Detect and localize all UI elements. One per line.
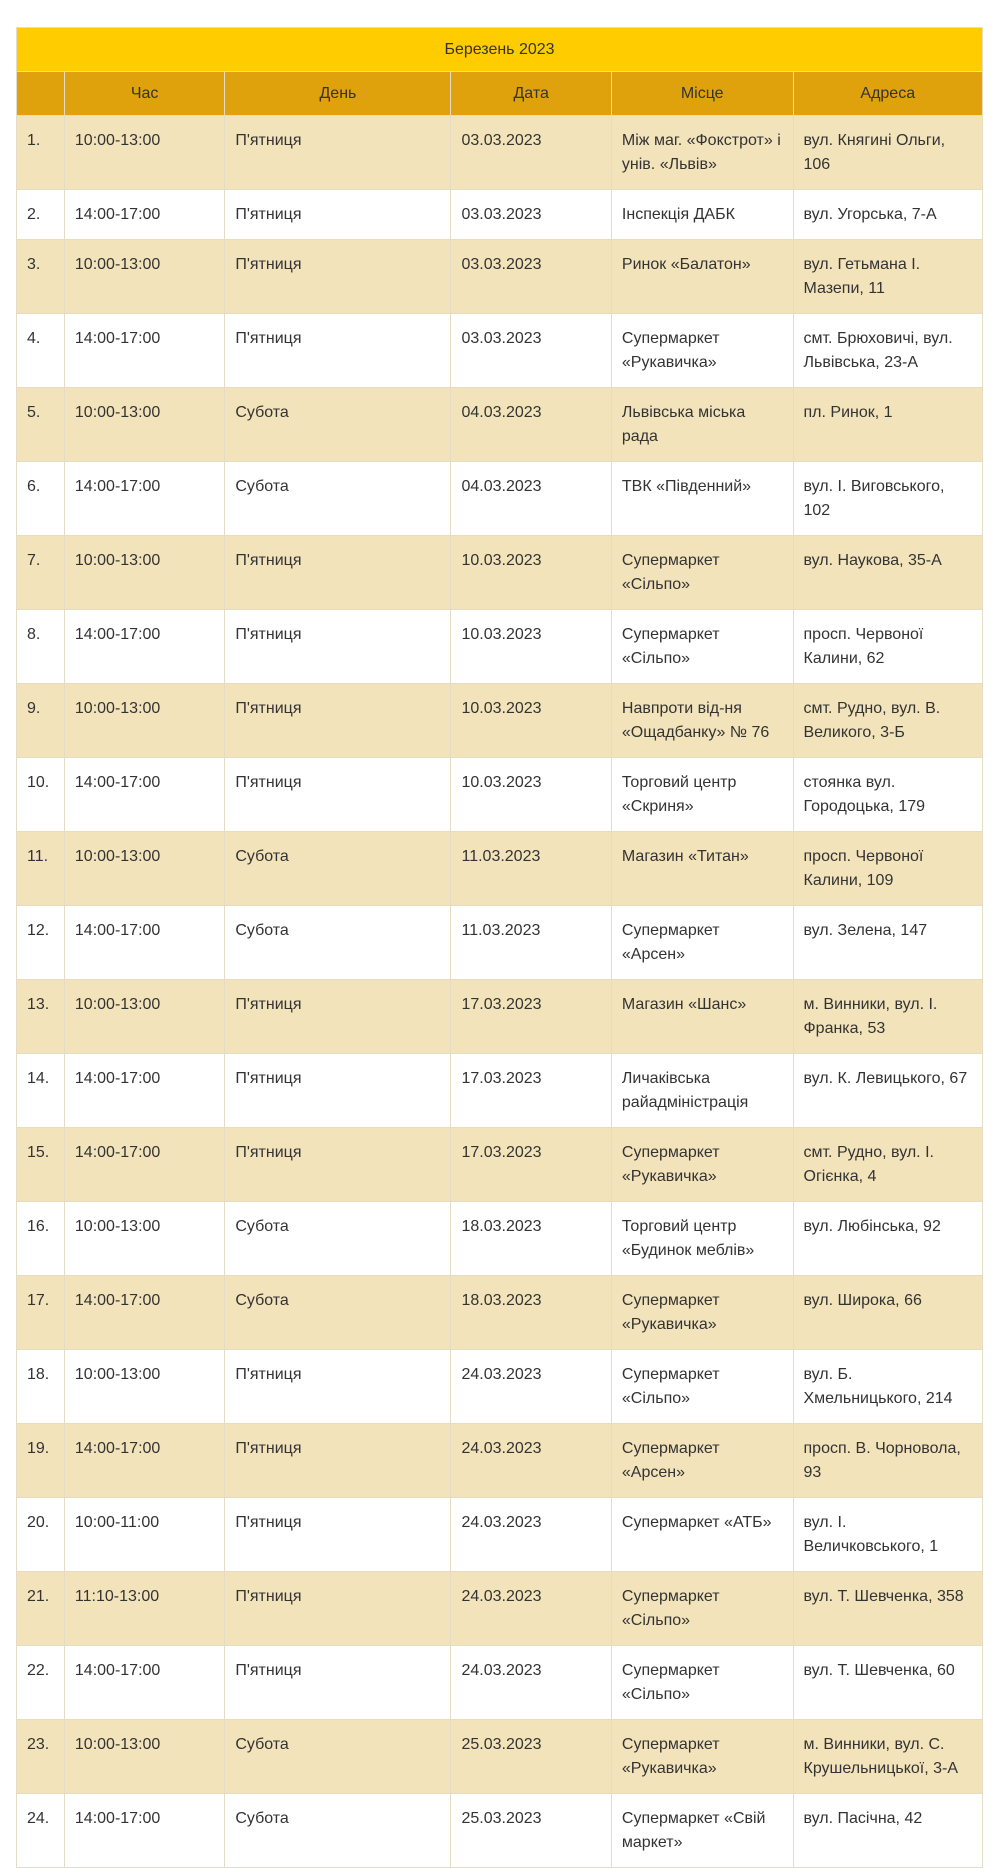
header-row [17, 72, 983, 116]
day-cell: Субота [225, 832, 451, 906]
address-cell: смт. Брюховичі, вул. Львівська, 23-А [793, 314, 983, 388]
day-cell: П'ятниця [225, 1424, 451, 1498]
day-cell: Субота [225, 906, 451, 980]
place-cell: Супермаркет «Рукавичка» [611, 1720, 793, 1794]
place-cell: Інспекція ДАБК [611, 190, 793, 240]
time-cell: 10:00-13:00 [64, 116, 224, 190]
address-cell: стоянка вул. Городоцька, 179 [793, 758, 983, 832]
table-row [17, 1720, 983, 1794]
time-cell: 14:00-17:00 [64, 314, 224, 388]
day-cell: Субота [225, 1794, 451, 1868]
date-cell: 03.03.2023 [451, 116, 611, 190]
table-row [17, 1424, 983, 1498]
day-cell: П'ятниця [225, 240, 451, 314]
header-address: Адреса [793, 72, 983, 116]
date-cell: 03.03.2023 [451, 314, 611, 388]
date-cell: 10.03.2023 [451, 758, 611, 832]
address-cell: вул. К. Левицького, 67 [793, 1054, 983, 1128]
table-row [17, 832, 983, 906]
place-cell: Магазин «Титан» [611, 832, 793, 906]
date-cell: 10.03.2023 [451, 536, 611, 610]
day-cell: П'ятниця [225, 536, 451, 610]
time-cell: 10:00-13:00 [64, 1202, 224, 1276]
address-cell: смт. Рудно, вул. І. Огієнка, 4 [793, 1128, 983, 1202]
address-cell: вул. Широка, 66 [793, 1276, 983, 1350]
place-cell: Супермаркет «Сільпо» [611, 610, 793, 684]
row-number: 18. [17, 1350, 65, 1424]
row-number: 12. [17, 906, 65, 980]
table-row [17, 388, 983, 462]
time-cell: 14:00-17:00 [64, 610, 224, 684]
table-row [17, 906, 983, 980]
address-cell: вул. Пасічна, 42 [793, 1794, 983, 1868]
row-number: 5. [17, 388, 65, 462]
date-cell: 11.03.2023 [451, 906, 611, 980]
date-cell: 24.03.2023 [451, 1498, 611, 1572]
date-cell: 17.03.2023 [451, 1128, 611, 1202]
row-number: 9. [17, 684, 65, 758]
date-cell: 04.03.2023 [451, 462, 611, 536]
header-place: Місце [611, 72, 793, 116]
time-cell: 10:00-13:00 [64, 832, 224, 906]
address-cell: вул. І. Величковського, 1 [793, 1498, 983, 1572]
place-cell: Ринок «Балатон» [611, 240, 793, 314]
time-cell: 10:00-13:00 [64, 980, 224, 1054]
table-row [17, 1276, 983, 1350]
time-cell: 11:10-13:00 [64, 1572, 224, 1646]
day-cell: П'ятниця [225, 116, 451, 190]
date-cell: 24.03.2023 [451, 1424, 611, 1498]
place-cell: Супермаркет «Арсен» [611, 1424, 793, 1498]
table-row [17, 684, 983, 758]
address-cell: вул. Зелена, 147 [793, 906, 983, 980]
address-cell: вул. Гетьмана І. Мазепи, 11 [793, 240, 983, 314]
time-cell: 10:00-13:00 [64, 240, 224, 314]
day-cell: П'ятниця [225, 1572, 451, 1646]
day-cell: Субота [225, 462, 451, 536]
address-cell: вул. Княгині Ольги, 106 [793, 116, 983, 190]
day-cell: П'ятниця [225, 1054, 451, 1128]
schedule-body [17, 116, 983, 1868]
table-title: Березень 2023 [17, 28, 983, 72]
date-cell: 25.03.2023 [451, 1720, 611, 1794]
place-cell: Супермаркет «Свій маркет» [611, 1794, 793, 1868]
time-cell: 14:00-17:00 [64, 1054, 224, 1128]
place-cell: ТВК «Південний» [611, 462, 793, 536]
place-cell: Між маг. «Фокстрот» і унів. «Львів» [611, 116, 793, 190]
date-cell: 04.03.2023 [451, 388, 611, 462]
place-cell: Львівська міська рада [611, 388, 793, 462]
time-cell: 14:00-17:00 [64, 906, 224, 980]
row-number: 3. [17, 240, 65, 314]
table-row [17, 1572, 983, 1646]
header-number [17, 72, 65, 116]
place-cell: Навпроти від-ня «Ощадбанку» № 76 [611, 684, 793, 758]
row-number: 20. [17, 1498, 65, 1572]
table-row [17, 240, 983, 314]
row-number: 19. [17, 1424, 65, 1498]
row-number: 6. [17, 462, 65, 536]
address-cell: вул. Угорська, 7-А [793, 190, 983, 240]
time-cell: 14:00-17:00 [64, 1276, 224, 1350]
place-cell: Супермаркет «Рукавичка» [611, 1128, 793, 1202]
date-cell: 18.03.2023 [451, 1276, 611, 1350]
place-cell: Супермаркет «АТБ» [611, 1498, 793, 1572]
table-row [17, 758, 983, 832]
address-cell: вул. Б. Хмельницького, 214 [793, 1350, 983, 1424]
row-number: 2. [17, 190, 65, 240]
row-number: 1. [17, 116, 65, 190]
row-number: 4. [17, 314, 65, 388]
place-cell: Супермаркет «Сільпо» [611, 1350, 793, 1424]
address-cell: просп. Червоної Калини, 109 [793, 832, 983, 906]
table-row [17, 116, 983, 190]
day-cell: П'ятниця [225, 980, 451, 1054]
time-cell: 10:00-13:00 [64, 1720, 224, 1794]
address-cell: м. Винники, вул. С. Крушельницької, 3-А [793, 1720, 983, 1794]
row-number: 17. [17, 1276, 65, 1350]
date-cell: 11.03.2023 [451, 832, 611, 906]
date-cell: 17.03.2023 [451, 1054, 611, 1128]
table-row [17, 190, 983, 240]
time-cell: 10:00-13:00 [64, 536, 224, 610]
row-number: 13. [17, 980, 65, 1054]
day-cell: П'ятниця [225, 1498, 451, 1572]
row-number: 21. [17, 1572, 65, 1646]
address-cell: просп. Червоної Калини, 62 [793, 610, 983, 684]
schedule-table [16, 27, 983, 1868]
day-cell: П'ятниця [225, 684, 451, 758]
day-cell: П'ятниця [225, 190, 451, 240]
day-cell: П'ятниця [225, 610, 451, 684]
row-number: 10. [17, 758, 65, 832]
row-number: 15. [17, 1128, 65, 1202]
row-number: 8. [17, 610, 65, 684]
address-cell: смт. Рудно, вул. В. Великого, 3-Б [793, 684, 983, 758]
address-cell: просп. В. Чорновола, 93 [793, 1424, 983, 1498]
row-number: 23. [17, 1720, 65, 1794]
time-cell: 14:00-17:00 [64, 1424, 224, 1498]
day-cell: Субота [225, 1720, 451, 1794]
place-cell: Супермаркет «Сільпо» [611, 1646, 793, 1720]
place-cell: Супермаркет «Сільпо» [611, 536, 793, 610]
table-row [17, 462, 983, 536]
place-cell: Личаківська райадміністрація [611, 1054, 793, 1128]
day-cell: П'ятниця [225, 1350, 451, 1424]
date-cell: 18.03.2023 [451, 1202, 611, 1276]
day-cell: П'ятниця [225, 314, 451, 388]
table-row [17, 610, 983, 684]
table-row [17, 1794, 983, 1868]
date-cell: 24.03.2023 [451, 1350, 611, 1424]
time-cell: 14:00-17:00 [64, 758, 224, 832]
time-cell: 10:00-11:00 [64, 1498, 224, 1572]
time-cell: 14:00-17:00 [64, 1794, 224, 1868]
day-cell: П'ятниця [225, 1128, 451, 1202]
row-number: 24. [17, 1794, 65, 1868]
table-row [17, 1128, 983, 1202]
address-cell: вул. Т. Шевченка, 60 [793, 1646, 983, 1720]
table-row [17, 1646, 983, 1720]
table-row [17, 1054, 983, 1128]
header-day: День [225, 72, 451, 116]
day-cell: Субота [225, 1276, 451, 1350]
table-row [17, 1498, 983, 1572]
date-cell: 03.03.2023 [451, 240, 611, 314]
time-cell: 10:00-13:00 [64, 1350, 224, 1424]
date-cell: 24.03.2023 [451, 1572, 611, 1646]
place-cell: Торговий центр «Скриня» [611, 758, 793, 832]
time-cell: 14:00-17:00 [64, 190, 224, 240]
place-cell: Супермаркет «Арсен» [611, 906, 793, 980]
date-cell: 24.03.2023 [451, 1646, 611, 1720]
place-cell: Торговий центр «Будинок меблів» [611, 1202, 793, 1276]
day-cell: П'ятниця [225, 758, 451, 832]
header-date: Дата [451, 72, 611, 116]
time-cell: 14:00-17:00 [64, 1128, 224, 1202]
row-number: 7. [17, 536, 65, 610]
row-number: 22. [17, 1646, 65, 1720]
table-row [17, 1350, 983, 1424]
address-cell: вул. Т. Шевченка, 358 [793, 1572, 983, 1646]
date-cell: 17.03.2023 [451, 980, 611, 1054]
place-cell: Супермаркет «Сільпо» [611, 1572, 793, 1646]
date-cell: 10.03.2023 [451, 684, 611, 758]
date-cell: 10.03.2023 [451, 610, 611, 684]
address-cell: м. Винники, вул. І. Франка, 53 [793, 980, 983, 1054]
address-cell: вул. І. Виговського, 102 [793, 462, 983, 536]
date-cell: 25.03.2023 [451, 1794, 611, 1868]
place-cell: Супермаркет «Рукавичка» [611, 314, 793, 388]
place-cell: Магазин «Шанс» [611, 980, 793, 1054]
row-number: 11. [17, 832, 65, 906]
header-time: Час [64, 72, 224, 116]
table-row [17, 314, 983, 388]
table-row [17, 1202, 983, 1276]
address-cell: вул. Наукова, 35-А [793, 536, 983, 610]
date-cell: 03.03.2023 [451, 190, 611, 240]
time-cell: 14:00-17:00 [64, 462, 224, 536]
time-cell: 14:00-17:00 [64, 1646, 224, 1720]
time-cell: 10:00-13:00 [64, 684, 224, 758]
row-number: 14. [17, 1054, 65, 1128]
address-cell: пл. Ринок, 1 [793, 388, 983, 462]
day-cell: Субота [225, 388, 451, 462]
title-row [17, 28, 983, 72]
day-cell: Субота [225, 1202, 451, 1276]
row-number: 16. [17, 1202, 65, 1276]
time-cell: 10:00-13:00 [64, 388, 224, 462]
day-cell: П'ятниця [225, 1646, 451, 1720]
table-row [17, 536, 983, 610]
table-row [17, 980, 983, 1054]
place-cell: Супермаркет «Рукавичка» [611, 1276, 793, 1350]
address-cell: вул. Любінська, 92 [793, 1202, 983, 1276]
